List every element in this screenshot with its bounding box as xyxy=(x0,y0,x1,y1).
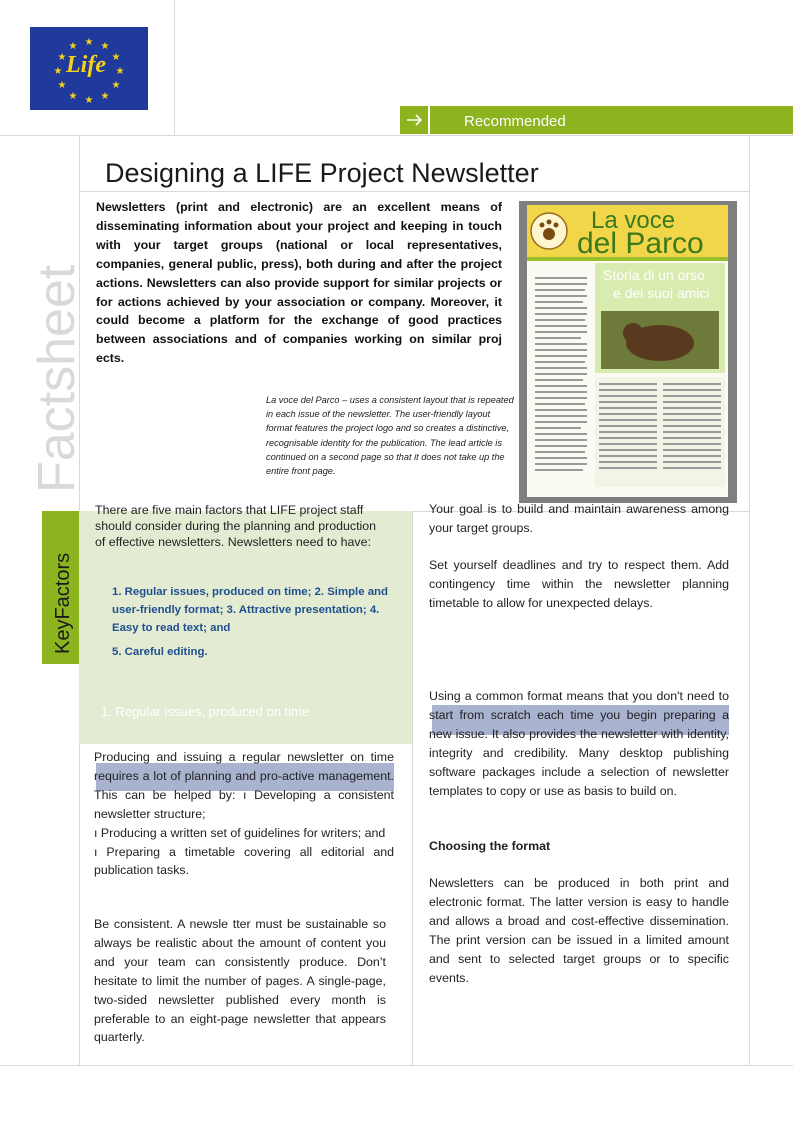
life-logo xyxy=(30,27,148,110)
right-paragraph-1: Your goal is to build and maintain awareness among your target groups. xyxy=(429,502,729,535)
right-paragraph-2: Set yourself deadlines and try to respect them. Add contingency time within the newsletter planning timetable to allow for unexpected delays. xyxy=(429,558,729,610)
bullet-item: ı Producing a written set of guidelines for writers; and xyxy=(94,825,386,840)
regular-issues-text xyxy=(94,748,394,880)
choosing-format-heading: Choosing the format xyxy=(429,839,551,853)
image-caption: La voce del Parco – uses a consistent layout that is repeated in each issue of the newsletter. The user-friendly layout format features the project logo and so creates a distinctive, recognisable identity for the publication. The lead article is continued on a second page so that it does not take up the entire front page. xyxy=(266,395,514,477)
svg-text:★: ★ xyxy=(57,80,67,91)
frame-line xyxy=(412,511,413,1065)
cover-headline-line1: Storia di un orso xyxy=(603,267,705,283)
recommended-banner[interactable]: Recommended xyxy=(430,106,793,134)
paragraph: Producing and issuing a regular newsletter on time requires a lot of planning and pro-active management. This can be helped by: ı Developing a consistent newsletter structure; xyxy=(94,750,394,821)
svg-text:★: ★ xyxy=(84,95,94,106)
frame-line xyxy=(174,0,175,135)
key-factors-list-last: 5. Careful editing. xyxy=(112,646,208,658)
arrow-icon[interactable] xyxy=(400,106,428,134)
consistency-paragraph: Be consistent. A newsle tter must be sustainable so always be realistic about the amount of content you and your team can consistently produce. Don’t hesitate to limit the number of pages. A single-page, two-sided newsletter published every month is preferable to an eight-page newsletter that appears quarterly. xyxy=(94,917,386,1045)
logo-text: Life xyxy=(66,52,106,78)
svg-text:★: ★ xyxy=(68,91,78,102)
svg-text:★: ★ xyxy=(111,52,121,63)
svg-text:★: ★ xyxy=(53,66,63,77)
svg-text:★: ★ xyxy=(115,66,125,77)
keyfactors-text: KeyFactors xyxy=(52,552,74,654)
factsheet-label xyxy=(28,235,84,495)
bullet-item: ı Preparing a timetable covering all editorial and publication tasks. xyxy=(94,844,394,878)
svg-text:★: ★ xyxy=(111,80,121,91)
right-paragraph-3: Using a common format means that you don't need to start from scratch each time you begin preparing a new issue. It also provides the newsletter with identity, integrity and credibility. Many desktop publishing software packages include a selection of newsletter templates to copy or use as basis to build on. xyxy=(429,689,729,798)
factsheet-text: Factsheet xyxy=(28,264,84,493)
frame-line xyxy=(79,191,749,192)
frame-line xyxy=(749,135,750,1065)
key-factors-intro: There are five main factors that LIFE project staff should consider during the planning and production of effective newsletters. Newsletters need to have: xyxy=(95,503,377,549)
keyfactors-tab xyxy=(42,511,79,664)
cover-title-line2: del Parco xyxy=(577,227,704,260)
svg-text:★: ★ xyxy=(100,41,110,52)
right-paragraph-4: Newsletters can be produced in both print and electronic format. The latter version is easy to handle and allows a broad and cost-effective dissemination. The print version can be issued in a limited amount and sent to selected target groups or to specific events. xyxy=(429,876,729,985)
cover-headline-line2: e dei suoi amici xyxy=(613,285,710,301)
newsletter-cover xyxy=(527,205,728,497)
svg-text:★: ★ xyxy=(84,37,94,48)
page-title: Designing a LIFE Project Newsletter xyxy=(105,158,539,188)
key-factors-list: 1. Regular issues, produced on time; 2. Simple and user-friendly format; 3. Attractive presentation; 4. Easy to read text; and xyxy=(112,586,388,634)
section-heading-regular: 1. Regular issues, produced on time xyxy=(101,704,310,719)
svg-text:★: ★ xyxy=(100,91,110,102)
frame-line xyxy=(0,1065,793,1066)
intro-paragraph: Newsletters (print and electronic) are an excellent means of disseminating information about your project and keeping in touch with your target groups (national or local representatives, companies, general public, press), both during and after the project actions. Newsletters can also provide support for similar projects or for actions achieved by your association or company. Moreover, it could become a platform for the exchange of good practices between associations and of companies working on similar proj ects. xyxy=(96,200,502,366)
svg-text:★: ★ xyxy=(68,41,78,52)
svg-text:★: ★ xyxy=(57,52,67,63)
frame-line xyxy=(0,135,793,136)
cover-title-line1: La voce xyxy=(591,207,676,234)
